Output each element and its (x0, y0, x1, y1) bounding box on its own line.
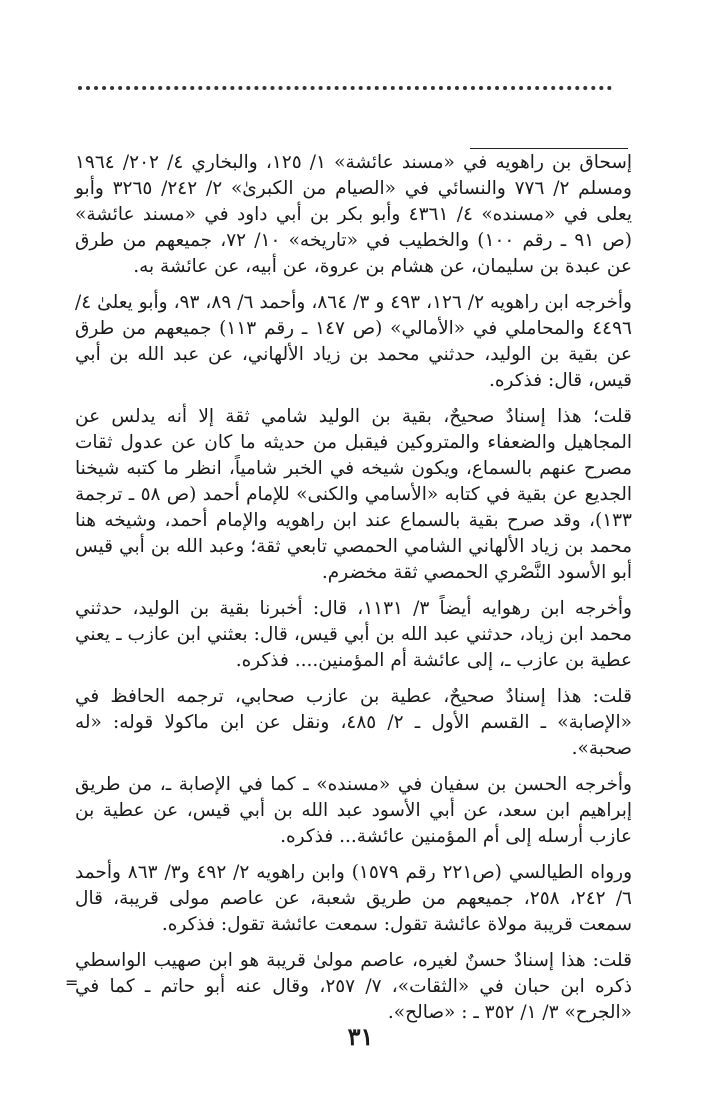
page-number: ٣١ (347, 1022, 374, 1051)
footnote-paragraph: قلت؛ هذا إسنادٌ صحيحٌ، بقية بن الوليد شامي ثقة إلا أنه يدلس عن المجاهيل والضعفاء والمتروكين فيقبل من حديثه ما كان عن عدول ثقات مصرح عنهم بالسماع، ويكون شيخه في الخبر شامياً، انظر ما كتبه شيخنا الجديع عن بقية في كتابه «الأسامي والكنى» للإمام أحمد (ص ٥٨ ـ ترجمة ١٣٣)، وقد صرح بقية بالسماع عند ابن راهويه والإمام أحمد، وشيخه هنا محمد بن زياد الألهاني الشامي الحمصي تابعي ثقة؛ وعبد الله بن أبي قيس أبو الأسود النَّصْري الحمصي ثقة مخضرم. (75, 406, 632, 583)
footnote-paragraph: قلت: هذا إسنادٌ حسنٌ لغيره، عاصم مولىٰ قريبة هو ابن صهيب الواسطي ذكره ابن حبان في «الثقات»، ٧/ ٢٥٧، وقال عنه أبو حاتم ـ كما في «الجرح» ٣/ ١/ ٣٥٢ ـ : «صالح». (75, 950, 632, 1023)
footnote-paragraph: قلت: هذا إسنادٌ صحيحٌ، عطية بن عازب صحابي، ترجمه الحافظ في «الإصابة» ـ القسم الأول ـ ٢/ ٤٨٥، ونقل عن ابن ماكولا قوله: «له صحبة». (75, 686, 632, 759)
header-dotted-rule (78, 86, 612, 90)
footnotes-body (75, 150, 632, 1036)
footnote-separator (470, 148, 628, 149)
footnote-paragraph: ورواه الطيالسي (ص٢٢١ رقم ١٥٧٩) وابن راهويه ٢/ ٤٩٢ و٣/ ٨٦٣ وأحمد ٦/ ٢٤٢، ٢٥٨، جميعهم من طريق شعبة، عن عاصم مولى قريبة، قال سمعت قريبة مولاة عائشة تقول: سمعت عائشة تقول: فذكره. (75, 862, 632, 935)
footnote-paragraph: وأخرجه ابن رهوايه أيضاً ٣/ ١١٣١، قال: أخبرنا بقية بن الوليد، حدثني محمد ابن زياد، حدثني عبد الله بن أبي قيس، قال: بعثني ابن عازب ـ يعني عطية بن عازب ـ، إلى عائشة أم المؤمنين.... فذكره. (75, 598, 632, 671)
footnote-paragraph: وأخرجه الحسن بن سفيان في «مسنده» ـ كما في الإصابة ـ، من طريق إبراهيم ابن سعد، عن أبي الأسود عبد الله بن أبي قيس، عن عطية بن عازب أرسله إلى أم المؤمنين عائشة... فذكره. (75, 774, 632, 847)
continuation-mark: = (65, 973, 79, 992)
footnote-paragraph: وأخرجه ابن راهويه ٢/ ١٢٦، ٤٩٣ و ٣/ ٨٦٤، وأحمد ٦/ ٨٩، ٩٣، وأبو يعلىٰ ٤/ ٤٤٩٦ والمحاملي في «الأمالي» (ص ١٤٧ ـ رقم ١١٣) جميعهم من طرق عن بقية بن الوليد، حدثني محمد بن زياد الألهاني، عن عبد الله بن أبي قيس، قال: فذكره. (75, 292, 632, 391)
footnote-paragraph: إسحاق بن راهويه في «مسند عائشة» ١/ ١٢٥، والبخاري ٤/ ٢٠٢/ ١٩٦٤ ومسلم ٢/ ٧٧٦ والنسائي في «الصيام من الكبرىٰ» ٢/ ٢٤٢/ ٣٢٦٥ وأبو يعلى في «مسنده» ٤/ ٤٣٦١ وأبو بكر بن أبي داود في «مسند عائشة» (ص ٩١ ـ رقم ١٠٠) والخطيب في «تاريخه» ١٠/ ٧٢، جميعهم من طرق عن عبدة بن سليمان، عن هشام بن عروة، عن أبيه، عن عائشة به. (75, 152, 632, 277)
